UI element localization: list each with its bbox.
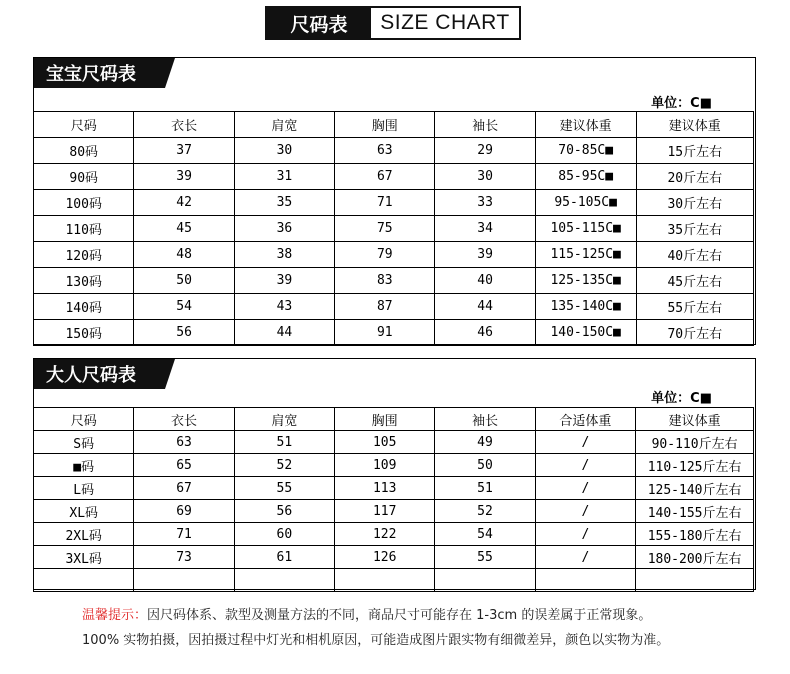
table-cell: 20斤左右 bbox=[636, 164, 753, 190]
table-row bbox=[34, 242, 754, 268]
table-cell: L码 bbox=[34, 477, 134, 500]
adult-size-table bbox=[33, 407, 754, 592]
table-cell: 150码 bbox=[34, 320, 134, 346]
baby-section-title: 宝宝尺码表 bbox=[34, 58, 165, 88]
table-cell bbox=[435, 569, 535, 592]
table-cell: 36 bbox=[234, 216, 334, 242]
table-row bbox=[34, 454, 754, 477]
adult-size-section bbox=[33, 358, 756, 590]
baby-size-table bbox=[33, 111, 754, 346]
header-title-cn: 尺码表 bbox=[267, 8, 371, 38]
table-row bbox=[34, 546, 754, 569]
table-cell bbox=[636, 569, 754, 592]
column-header: 袖长 bbox=[435, 112, 535, 138]
table-cell: 110码 bbox=[34, 216, 134, 242]
table-cell: 42 bbox=[134, 190, 234, 216]
table-row bbox=[34, 320, 754, 346]
adult-section-title: 大人尺码表 bbox=[34, 359, 165, 389]
column-header: 合适体重 bbox=[535, 408, 636, 431]
table-cell: 31 bbox=[234, 164, 334, 190]
table-header-row bbox=[34, 408, 754, 431]
table-cell: 90-110斤左右 bbox=[636, 431, 754, 454]
table-cell: / bbox=[535, 431, 636, 454]
table-cell: 65 bbox=[134, 454, 234, 477]
column-header: 衣长 bbox=[134, 408, 234, 431]
table-cell: 49 bbox=[435, 431, 535, 454]
size-chart-header bbox=[265, 6, 521, 40]
table-cell: 117 bbox=[335, 500, 435, 523]
table-cell: 87 bbox=[335, 294, 435, 320]
table-cell: 155-180斤左右 bbox=[636, 523, 754, 546]
table-cell: 83 bbox=[335, 268, 435, 294]
table-cell: 113 bbox=[335, 477, 435, 500]
tip-note bbox=[82, 604, 651, 623]
table-cell: 38 bbox=[234, 242, 334, 268]
table-cell: 44 bbox=[234, 320, 334, 346]
table-cell: 46 bbox=[435, 320, 535, 346]
table-cell: 52 bbox=[234, 454, 334, 477]
table-cell: 130码 bbox=[34, 268, 134, 294]
table-cell: 3XL码 bbox=[34, 546, 134, 569]
table-cell: 50 bbox=[134, 268, 234, 294]
baby-unit-label: 单位：C■ bbox=[651, 96, 712, 111]
table-cell: 135-140C■ bbox=[535, 294, 636, 320]
table-cell: 29 bbox=[435, 138, 535, 164]
table-cell: 67 bbox=[134, 477, 234, 500]
table-cell: 115-125C■ bbox=[535, 242, 636, 268]
table-cell: 91 bbox=[335, 320, 435, 346]
table-cell: 51 bbox=[435, 477, 535, 500]
table-cell: 30斤左右 bbox=[636, 190, 753, 216]
table-cell: / bbox=[535, 546, 636, 569]
table-cell: 33 bbox=[435, 190, 535, 216]
table-cell: 60 bbox=[234, 523, 334, 546]
table-cell bbox=[34, 569, 134, 592]
table-cell: / bbox=[535, 454, 636, 477]
table-cell: 63 bbox=[335, 138, 435, 164]
table-cell: 126 bbox=[335, 546, 435, 569]
table-cell: 61 bbox=[234, 546, 334, 569]
table-cell bbox=[134, 569, 234, 592]
table-cell: 45 bbox=[134, 216, 234, 242]
table-cell: 140-150C■ bbox=[535, 320, 636, 346]
table-row bbox=[34, 138, 754, 164]
table-cell: 35 bbox=[234, 190, 334, 216]
adult-unit-label: 单位：C■ bbox=[651, 391, 712, 406]
photo-note: 100% 实物拍摄，因拍摄过程中灯光和相机原因，可能造成图片跟实物有细微差异，颜色以实物为准。 bbox=[82, 633, 670, 648]
table-cell: 39 bbox=[435, 242, 535, 268]
table-row bbox=[34, 523, 754, 546]
table-cell: 45斤左右 bbox=[636, 268, 753, 294]
table-cell: 70斤左右 bbox=[636, 320, 753, 346]
column-header: 衣长 bbox=[134, 112, 234, 138]
table-cell: 75 bbox=[335, 216, 435, 242]
column-header: 建议体重 bbox=[636, 408, 754, 431]
table-cell: 15斤左右 bbox=[636, 138, 753, 164]
table-cell: 48 bbox=[134, 242, 234, 268]
table-row bbox=[34, 190, 754, 216]
column-header: 袖长 bbox=[435, 408, 535, 431]
tip-text: 因尺码体系、款型及测量方法的不同，商品尺寸可能存在 1-3cm 的误差属于正常现象。 bbox=[147, 608, 652, 623]
table-row bbox=[34, 216, 754, 242]
table-row bbox=[34, 294, 754, 320]
table-row bbox=[34, 268, 754, 294]
table-cell bbox=[234, 569, 334, 592]
table-cell: 55斤左右 bbox=[636, 294, 753, 320]
table-cell: ■码 bbox=[34, 454, 134, 477]
column-header: 肩宽 bbox=[234, 112, 334, 138]
table-header-row bbox=[34, 112, 754, 138]
table-cell: 105-115C■ bbox=[535, 216, 636, 242]
table-cell: 54 bbox=[435, 523, 535, 546]
table-row bbox=[34, 500, 754, 523]
table-cell: 39 bbox=[134, 164, 234, 190]
table-row bbox=[34, 569, 754, 592]
table-cell: 55 bbox=[234, 477, 334, 500]
table-cell: 110-125斤左右 bbox=[636, 454, 754, 477]
table-cell: 30 bbox=[234, 138, 334, 164]
table-cell: 105 bbox=[335, 431, 435, 454]
table-cell: 56 bbox=[234, 500, 334, 523]
table-row bbox=[34, 477, 754, 500]
column-header: 建议体重 bbox=[535, 112, 636, 138]
table-cell: 51 bbox=[234, 431, 334, 454]
table-cell: 125-135C■ bbox=[535, 268, 636, 294]
table-row bbox=[34, 431, 754, 454]
table-cell: 43 bbox=[234, 294, 334, 320]
table-cell: 73 bbox=[134, 546, 234, 569]
table-cell: 40 bbox=[435, 268, 535, 294]
table-cell: 79 bbox=[335, 242, 435, 268]
table-cell: / bbox=[535, 500, 636, 523]
table-cell: 34 bbox=[435, 216, 535, 242]
column-header: 胸围 bbox=[335, 408, 435, 431]
table-cell: 55 bbox=[435, 546, 535, 569]
table-cell: 44 bbox=[435, 294, 535, 320]
table-row bbox=[34, 164, 754, 190]
table-cell: 70-85C■ bbox=[535, 138, 636, 164]
table-cell: 80码 bbox=[34, 138, 134, 164]
table-cell: 71 bbox=[335, 190, 435, 216]
column-header: 建议体重 bbox=[636, 112, 753, 138]
column-header: 肩宽 bbox=[234, 408, 334, 431]
tip-label: 温馨提示： bbox=[82, 608, 148, 623]
table-cell: 39 bbox=[234, 268, 334, 294]
table-cell: 125-140斤左右 bbox=[636, 477, 754, 500]
table-cell: 67 bbox=[335, 164, 435, 190]
table-cell: 56 bbox=[134, 320, 234, 346]
table-cell: 2XL码 bbox=[34, 523, 134, 546]
table-cell: S码 bbox=[34, 431, 134, 454]
table-cell: 63 bbox=[134, 431, 234, 454]
table-cell: / bbox=[535, 523, 636, 546]
table-cell: 120码 bbox=[34, 242, 134, 268]
table-cell: 71 bbox=[134, 523, 234, 546]
table-cell: 109 bbox=[335, 454, 435, 477]
table-cell: 37 bbox=[134, 138, 234, 164]
column-header: 尺码 bbox=[34, 112, 134, 138]
table-cell: 140码 bbox=[34, 294, 134, 320]
table-cell: 54 bbox=[134, 294, 234, 320]
table-cell: 95-105C■ bbox=[535, 190, 636, 216]
table-cell: 52 bbox=[435, 500, 535, 523]
table-cell: / bbox=[535, 477, 636, 500]
table-cell: 40斤左右 bbox=[636, 242, 753, 268]
header-title-en: SIZE CHART bbox=[380, 11, 510, 34]
table-cell: 69 bbox=[134, 500, 234, 523]
table-cell: 85-95C■ bbox=[535, 164, 636, 190]
table-cell: 140-155斤左右 bbox=[636, 500, 754, 523]
column-header: 胸围 bbox=[335, 112, 435, 138]
table-cell bbox=[335, 569, 435, 592]
table-cell: 50 bbox=[435, 454, 535, 477]
table-cell: 100码 bbox=[34, 190, 134, 216]
table-cell bbox=[535, 569, 636, 592]
table-cell: 30 bbox=[435, 164, 535, 190]
table-cell: XL码 bbox=[34, 500, 134, 523]
table-cell: 122 bbox=[335, 523, 435, 546]
table-cell: 90码 bbox=[34, 164, 134, 190]
table-cell: 35斤左右 bbox=[636, 216, 753, 242]
baby-size-section bbox=[33, 57, 756, 345]
column-header: 尺码 bbox=[34, 408, 134, 431]
table-cell: 180-200斤左右 bbox=[636, 546, 754, 569]
